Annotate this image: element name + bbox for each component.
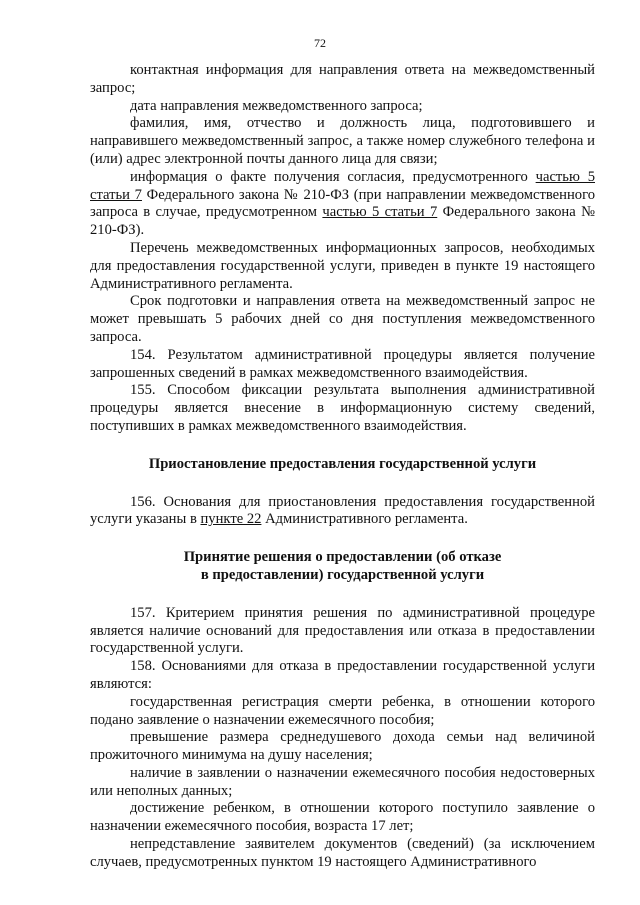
page-number: 72 [314,36,326,50]
document-body [90,62,595,872]
text-run: Федерального закона № 210-ФЗ). [90,204,595,239]
paragraph-154: 154. Результатом административной процедуры является получение запрошенных сведений в рамках межведомственного взаимодействия. [90,346,595,381]
paragraph: фамилия, имя, отчество и должность лица, подготовившего и направившего межведомственный запрос, а также номер служебного телефона и (или) адрес электронной почты данного лица для связи; [90,115,595,167]
section-heading: Приостановление предоставления государственной услуги [148,455,537,472]
list-item: наличие в заявлении о назначении ежемесячного пособия недостоверных или неполных данных; [90,764,595,799]
paragraph-155: 155. Способом фиксации результата выполнения административной процедуры является внесение в информационную систему сведений, поступивших в рамках межведомственного взаимодействия. [90,382,595,434]
paragraph: Срок подготовки и направления ответа на межведомственный запрос не может превышать 5 рабочих дней со дня поступления межведомственного запроса. [90,293,595,345]
paragraph: Перечень межведомственных информационных запросов, необходимых для предоставления государственной услуги, приведен в пункте 19 настоящего Административного регламента. [90,239,595,292]
paragraph: дата направления межведомственного запроса; [130,97,423,114]
text-run: 156. Основания для приостановления предоставления государственной услуги указаны в [90,493,595,528]
list-item: государственная регистрация смерти ребенка, в отношении которого подано заявление о назначении ежемесячного пособия; [90,693,595,728]
list-item: превышение размера среднедушевого дохода семьи над величиной прожиточного минимума на душу населения; [90,729,595,764]
spacer [90,529,595,549]
text-run: информация о факте получения согласия, предусмотренного [130,168,536,185]
list-item: достижение ребенком, в отношении которого поступило заявление о назначении ежемесячного пособия, возраста 17 лет; [90,800,595,835]
spacer [90,436,595,456]
paragraph-consent [90,169,595,240]
section-heading-line: в предоставлении) государственной услуги [200,566,485,583]
clause-reference-link[interactable]: пункте 22 [200,511,262,528]
paragraph: контактная информация для направления ответа на межведомственный запрос; [90,62,595,96]
law-reference-link[interactable]: частью 5 статьи 7 [322,204,438,221]
text-run: Федерального закона № 210-ФЗ (при направлении межведомственного запроса в случае, предусмотренном [90,186,595,221]
paragraph-158: 158. Основаниями для отказа в предоставлении государственной услуги являются: [90,658,595,692]
section-heading-line: Принятие решения о предоставлении (об отказе [183,549,502,566]
list-item: непредставление заявителем документов (сведений) (за исключением случаев, предусмотренных пунктом 19 настоящего Административного [90,836,595,870]
spacer [90,474,595,494]
law-reference-link[interactable]: частью 5 статьи 7 [90,168,595,203]
paragraph-156 [90,494,595,530]
spacer [90,585,595,605]
paragraph-157: 157. Критерием принятия решения по административной процедуре является наличие оснований для предоставления или отказа в предоставлении государственной услуги. [90,604,595,657]
text-run: Административного регламента. [261,511,468,528]
